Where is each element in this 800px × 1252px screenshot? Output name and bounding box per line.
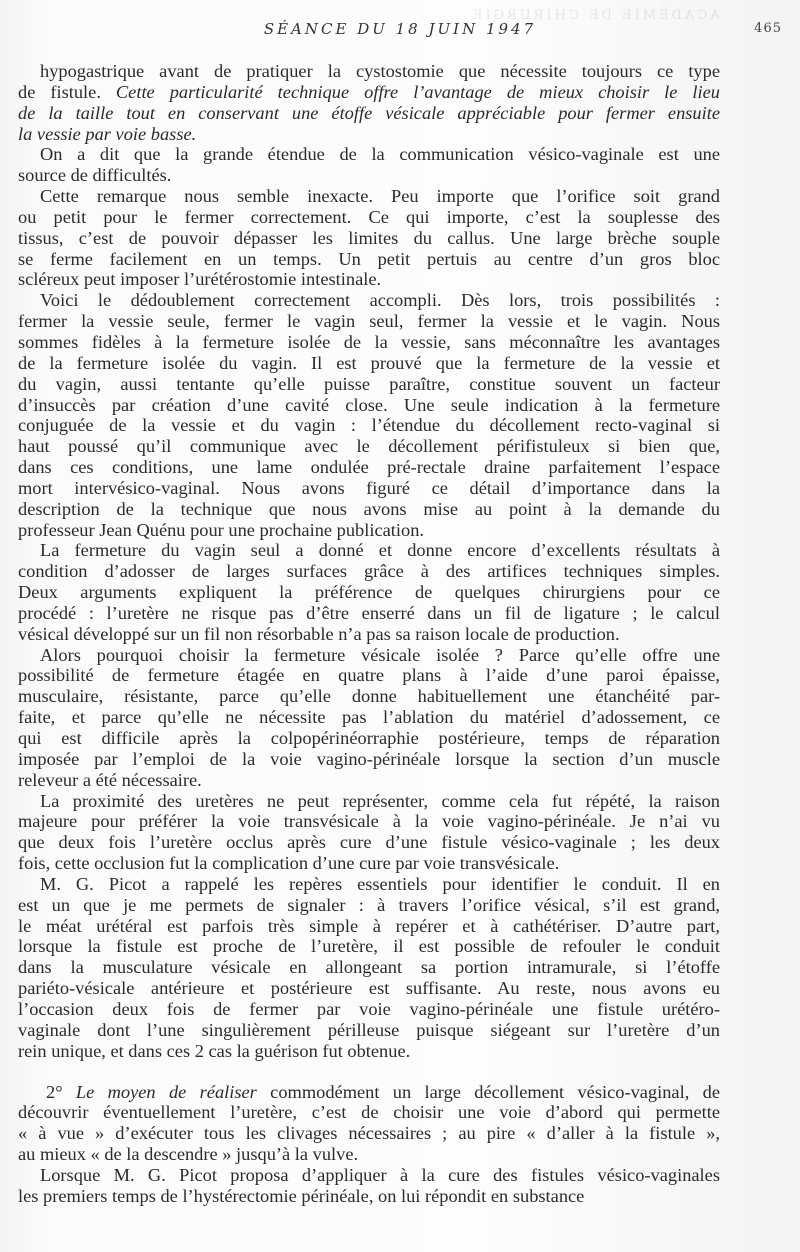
text-run: d’insuccès par création d’une cavité close. Une seule indication à la fermeture bbox=[18, 394, 720, 415]
text-line bbox=[18, 520, 720, 541]
text-run: de la fermeture isolée du vagin. Il est prouvé que la fermeture de la vessie et bbox=[18, 352, 720, 373]
text-line bbox=[18, 290, 720, 311]
text-line bbox=[18, 665, 720, 686]
text-line bbox=[18, 582, 720, 603]
text-line bbox=[18, 1165, 720, 1186]
paragraph bbox=[18, 645, 720, 791]
text-line bbox=[18, 686, 720, 707]
text-run: procédé : l’uretère ne risque pas d’être enserré dans un fil de ligature ; le calcul bbox=[18, 602, 720, 623]
text-run: commodément un large décollement vésico-vaginal, de bbox=[256, 1081, 720, 1102]
page-number: 465 bbox=[754, 21, 782, 36]
text-run: « à vue » d’exécuter tous les clivages nécessaires ; au pire « d’aller à la fistule », bbox=[18, 1123, 720, 1144]
text-line bbox=[18, 249, 720, 270]
text-line bbox=[18, 811, 720, 832]
text-run: l’occasion deux fois de fermer par voie vagino-périnéale une fistule urétéro- bbox=[18, 998, 720, 1019]
text-line bbox=[18, 1102, 720, 1123]
text-run: que deux fois l’uretère occlus après cure d’une fistule vésico-vaginale ; les deux bbox=[18, 832, 720, 853]
text-line bbox=[18, 916, 720, 937]
running-head: SÉANCE DU 18 JUIN 1947 bbox=[263, 20, 537, 38]
text-run: mort intervésico-vaginal. Nous avons figuré ce détail d’importance dans la bbox=[18, 477, 720, 498]
text-run: dans ces conditions, une lame ondulée pré-rectale draine parfaitement l’espace bbox=[18, 457, 720, 478]
text-line bbox=[18, 874, 720, 895]
text-line bbox=[18, 415, 720, 436]
paragraph bbox=[18, 290, 720, 540]
text-run: condition d’adosser de larges surfaces grâce à des artifices techniques simples. bbox=[18, 561, 720, 582]
text-line bbox=[18, 957, 720, 978]
text-line bbox=[18, 228, 720, 249]
text-run: Deux arguments expliquent la préférence de quelques chirurgiens pour ce bbox=[18, 582, 720, 603]
text-line bbox=[18, 791, 720, 812]
text-run: lorsque la fistule est proche de l’uretère, il est possible de refouler le conduit bbox=[18, 936, 720, 957]
text-line bbox=[18, 436, 720, 457]
text-run: rein unique, et dans ces 2 cas la guérison fut obtenue. bbox=[18, 1040, 411, 1061]
text-line bbox=[18, 124, 720, 145]
text-line bbox=[18, 895, 720, 916]
text-run: découvrir éventuellement l’uretère, c’est de choisir une voie d’abord qui permette bbox=[18, 1102, 720, 1123]
text-line bbox=[18, 770, 720, 791]
text-run: ou petit pour le fermer correctement. Ce qui importe, c’est la souplesse des bbox=[18, 206, 720, 227]
text-line bbox=[18, 103, 720, 124]
text-run: est un que je me permets de signaler : à travers l’orifice vésical, s’il est grand, bbox=[18, 894, 720, 915]
text-run: fermer la vessie seule, fermer le vagin seul, fermer la vessie et le vagin. Nous bbox=[18, 311, 720, 332]
text-run: se ferme facilement en un temps. Un petit pertuis au centre d’un gros bloc bbox=[18, 248, 720, 269]
text-line bbox=[18, 332, 720, 353]
text-line bbox=[18, 1020, 720, 1041]
paragraph bbox=[18, 791, 720, 874]
paragraph bbox=[18, 144, 720, 186]
text-line bbox=[18, 61, 720, 82]
text-line bbox=[18, 82, 720, 103]
text-run: majeure pour préférer la voie transvésicale à la voie vagino-périnéale. Je n’ai vu bbox=[18, 811, 720, 832]
italic-text: Le moyen de réaliser bbox=[75, 1081, 257, 1102]
text-line bbox=[18, 457, 720, 478]
text-run: Cette remarque nous semble inexacte. Peu importe que l’orifice soit grand bbox=[40, 186, 720, 207]
text-line bbox=[18, 853, 720, 874]
text-line bbox=[18, 540, 720, 561]
text-run: tissus, c’est de pouvoir dépasser les limites du callus. Une large brèche souple bbox=[18, 227, 720, 248]
text-run: releveur a été nécessaire. bbox=[18, 769, 202, 790]
text-run: musculaire, résistante, parce qu’elle donne habituellement une étanchéité par- bbox=[18, 686, 720, 707]
text-run: description de la technique que nous avons mise au point à la demande du bbox=[18, 498, 720, 519]
text-run: dans la musculature vésicale en allongeant sa portion intramurale, si l’étoffe bbox=[18, 957, 720, 978]
text-run: imposée par l’emploi de la voie vagino-périnéale lorsque la section d’un muscle bbox=[18, 748, 720, 769]
text-line bbox=[18, 1144, 720, 1165]
text-run: haut poussé qu’il communique avec le décollement périfistuleux si bien que, bbox=[18, 436, 720, 457]
text-run: pariéto-vésicale antérieure et postérieure est suffisante. Au reste, nous avons eu bbox=[18, 978, 720, 999]
text-line bbox=[18, 561, 720, 582]
paragraph bbox=[18, 874, 720, 1062]
text-line bbox=[18, 207, 720, 228]
text-line bbox=[18, 1082, 720, 1103]
text-run: le méat urétéral est parfois très simple à repérer et à cathétériser. D’autre part, bbox=[18, 915, 720, 936]
text-line bbox=[18, 936, 720, 957]
text-line bbox=[18, 1186, 720, 1207]
text-line bbox=[18, 144, 720, 165]
text-run: du vagin, aussi tentante qu’elle puisse paraître, constitue souvent un facteur bbox=[18, 373, 720, 394]
text-line bbox=[18, 374, 720, 395]
text-line bbox=[18, 269, 720, 290]
italic-text: de la taille tout en conservant une étoffe vésicale appréciable pour fermer ensuite bbox=[18, 102, 720, 123]
text-line bbox=[18, 624, 720, 645]
text-run: M. G. Picot a rappelé les repères essentiels pour identifier le conduit. Il en bbox=[40, 873, 720, 894]
text-run: vésical développé sur un fil non résorbable n’a pas sa raison locale de production. bbox=[18, 623, 620, 644]
paragraph bbox=[18, 61, 720, 144]
text-run: On a dit que la grande étendue de la communication vésico-vaginale est une bbox=[40, 144, 720, 165]
text-run: Voici le dédoublement correctement accompli. Dès lors, trois possibilités : bbox=[40, 290, 720, 311]
paragraph bbox=[18, 1165, 720, 1207]
text-line bbox=[18, 1041, 720, 1062]
text-run: faite, et parce qu’elle ne nécessite pas l’ablation du matériel d’adossement, ce bbox=[18, 707, 720, 728]
text-run: La fermeture du vagin seul a donné et donne encore d’excellents résultats à bbox=[40, 540, 720, 561]
text-run: 2° bbox=[46, 1081, 76, 1102]
text-line bbox=[18, 395, 720, 416]
page-header bbox=[0, 20, 800, 44]
text-run: hypogastrique avant de pratiquer la cystostomie que nécessite toujours ce type bbox=[40, 61, 720, 81]
text-line bbox=[18, 978, 720, 999]
text-line bbox=[18, 353, 720, 374]
text-run: possibilité de fermeture étagée en quatre plans à l’aide d’une paroi épaisse, bbox=[18, 665, 720, 686]
text-run: conjuguée de la vessie et du vagin : l’étendue du décollement recto-vaginal si bbox=[18, 415, 720, 436]
text-run: les premiers temps de l’hystérectomie périnéale, on lui répondit en substance bbox=[18, 1185, 585, 1206]
text-line bbox=[18, 603, 720, 624]
paragraph bbox=[18, 186, 720, 290]
text-run: vaginale dont l’une singulièrement périlleuse puisque siégeant sur l’uretère d’un bbox=[18, 1019, 720, 1040]
article-body bbox=[18, 61, 720, 1207]
text-run: scléreux peut imposer l’urétérostomie intestinale. bbox=[18, 269, 382, 290]
text-line bbox=[18, 1123, 720, 1144]
text-run: qui est difficile après la colpopérinéorraphie postérieure, temps de réparation bbox=[18, 728, 720, 748]
text-run: fois, cette occlusion fut la complication d’une cure par voie transvésicale. bbox=[18, 853, 560, 874]
text-line bbox=[18, 728, 720, 749]
text-run: sommes fidèles à la fermeture isolée de la vessie, sans méconnaître les avantages bbox=[18, 331, 720, 352]
paragraph bbox=[18, 1082, 720, 1165]
italic-text: Cette particularité technique offre l’avantage de mieux choisir le lieu bbox=[115, 81, 720, 102]
text-line bbox=[18, 478, 720, 499]
text-line bbox=[18, 707, 720, 728]
text-run: professeur Jean Quénu pour une prochaine publication. bbox=[18, 519, 424, 540]
text-line bbox=[18, 311, 720, 332]
italic-text: la vessie par voie basse. bbox=[18, 123, 197, 144]
text-run: source de difficultés. bbox=[18, 165, 172, 186]
text-run: Lorsque M. G. Picot proposa d’appliquer à la cure des fistules vésico-vaginales bbox=[40, 1164, 720, 1185]
text-line bbox=[18, 645, 720, 666]
text-line bbox=[18, 999, 720, 1020]
text-line bbox=[18, 165, 720, 186]
text-run: La proximité des uretères ne peut représenter, comme cela fut répété, la raison bbox=[40, 790, 720, 811]
text-run: de fistule. bbox=[18, 81, 116, 102]
ghost-running-head: ACADÉMIE DE CHIRURGIE bbox=[470, 8, 720, 23]
text-run: au mieux « de la descendre » jusqu’à la vulve. bbox=[18, 1144, 359, 1165]
text-line bbox=[18, 749, 720, 770]
text-run: Alors pourquoi choisir la fermeture vésicale isolée ? Parce qu’elle offre une bbox=[40, 644, 720, 665]
text-line bbox=[18, 832, 720, 853]
text-line bbox=[18, 186, 720, 207]
text-line bbox=[18, 499, 720, 520]
paragraph bbox=[18, 540, 720, 644]
